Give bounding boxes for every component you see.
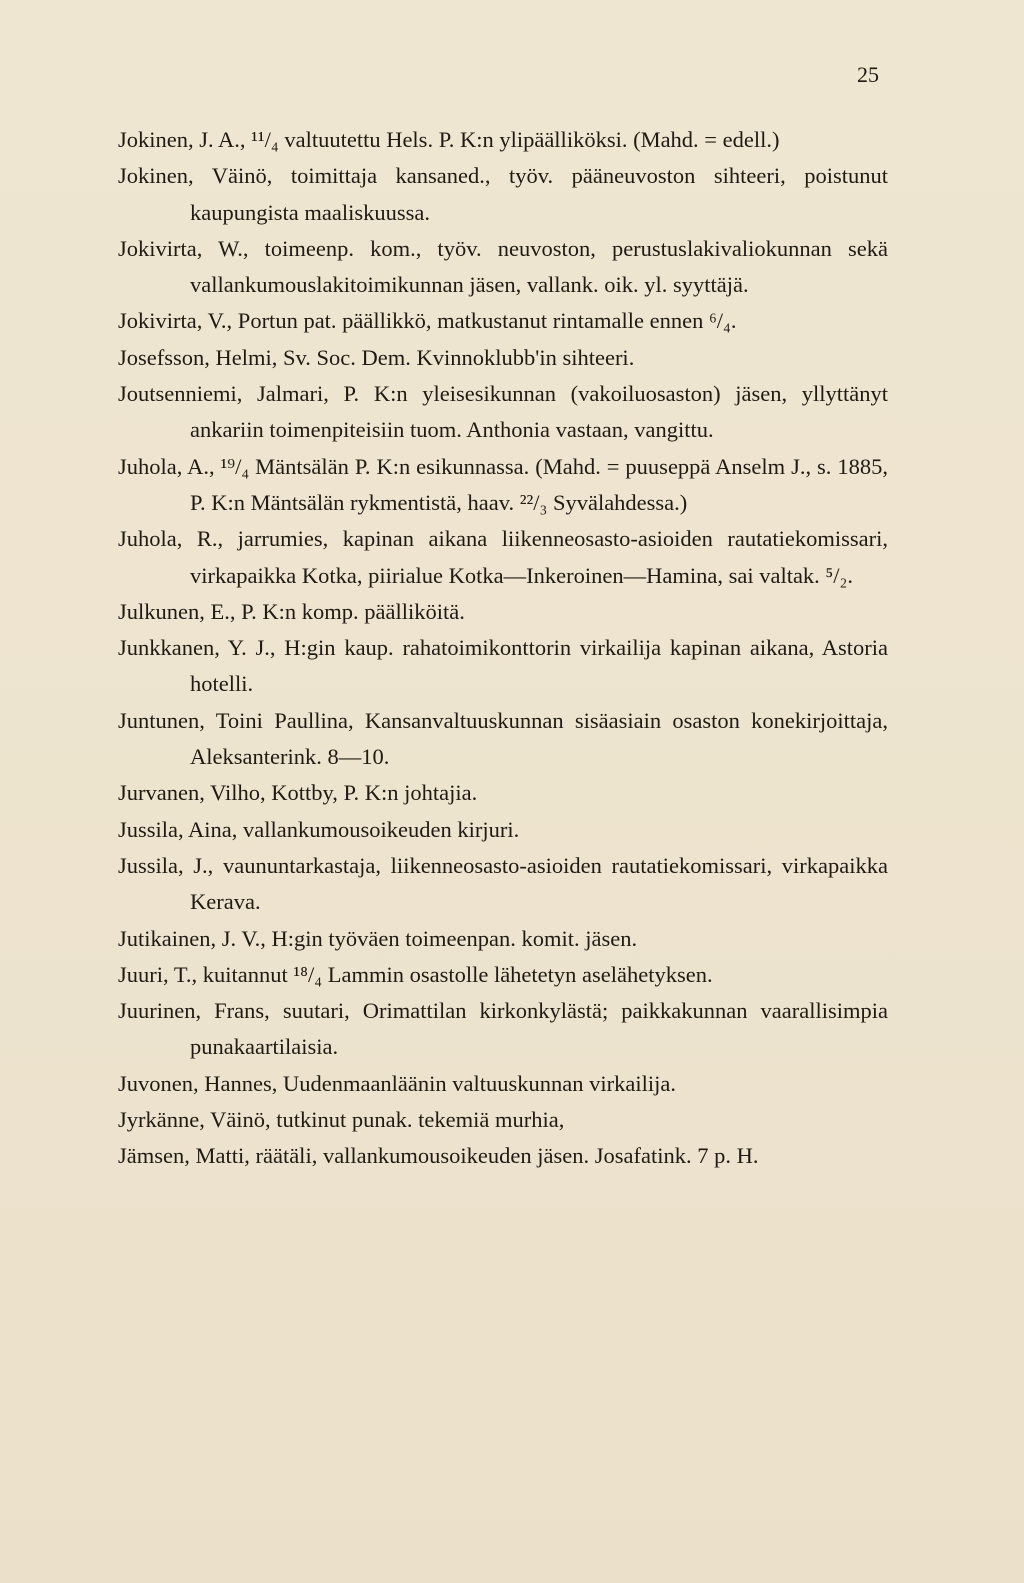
list-item: Josefsson, Helmi, Sv. Soc. Dem. Kvinnoklubb'in sihteeri. bbox=[118, 344, 635, 370]
list-item: Jokivirta, W., toimeenp. kom., työv. neuvoston, perustuslakivaliokunnan sekä vallankumouslakitoimikunnan jäsen, vallank. oik. yl. syyttäjä. bbox=[118, 235, 888, 298]
list-item: Juntunen, Toini Paullina, Kansanvaltuuskunnan sisäasiain osaston konekirjoittaja, Aleksanterink. 8—10. bbox=[118, 707, 888, 770]
list-item: Juvonen, Hannes, Uudenmaanläänin valtuuskunnan virkailija. bbox=[118, 1070, 676, 1096]
list-item: Julkunen, E., P. K:n komp. päälliköitä. bbox=[118, 598, 465, 624]
list-item: Jyrkänne, Väinö, tutkinut punak. tekemiä murhia, bbox=[118, 1107, 565, 1133]
list-item: Joutsenniemi, Jalmari, P. K:n yleisesikunnan (vakoiluosaston) jäsen, yllyttänyt ankariin toimenpiteisiin tuom. Anthonia vastaan, vangittu. bbox=[118, 381, 888, 443]
list-item: Jokinen, Väinö, toimittaja kansaned., työv. pääneuvoston sihteeri, poistunut kaupungista maaliskuussa. bbox=[118, 163, 888, 225]
list-item: Jussila, Aina, vallankumousoikeuden kirjuri. bbox=[118, 816, 520, 842]
list-item: Jokinen, J. A., ¹¹/₄ valtuutettu Hels. P. K:n ylipäälliköksi. (Mahd. = edell.) bbox=[118, 127, 780, 152]
list-item: Jussila, J., vaununtarkastaja, liikenneosasto-asioiden rautatiekomissari, virkapaikka Kerava. bbox=[118, 852, 888, 915]
entry-list bbox=[118, 122, 888, 1175]
list-item: Jämsen, Matti, räätäli, vallankumousoikeuden jäsen. Josafatink. 7 p. H. bbox=[118, 1143, 759, 1169]
list-item: Junkkanen, Y. J., H:gin kaup. rahatoimikonttorin virkailija kapinan aikana, Astoria hotelli. bbox=[118, 635, 888, 697]
list-item: Juhola, R., jarrumies, kapinan aikana liikenneosasto-asioiden rautatiekomissari, virkapaikka Kotka, piirialue Kotka—Inkeroinen—Hamina, sai valtak. ⁵/₂. bbox=[118, 526, 888, 588]
list-item: Jutikainen, J. V., H:gin työväen toimeenpan. komit. jäsen. bbox=[118, 925, 638, 951]
list-item: Juurinen, Frans, suutari, Orimattilan kirkonkylästä; paikkakunnan vaarallisimpia punakaartilaisia. bbox=[118, 998, 888, 1060]
list-item: Juuri, T., kuitannut ¹⁸/₄ Lammin osastolle lähetetyn aselähetyksen. bbox=[118, 961, 713, 987]
list-item: Jurvanen, Vilho, Kottby, P. K:n johtajia. bbox=[118, 780, 478, 806]
list-item: Jokivirta, V., Portun pat. päällikkö, matkustanut rintamalle ennen ⁶/₄. bbox=[118, 308, 737, 334]
page-number: 25 bbox=[857, 62, 879, 87]
list-item: Juhola, A., ¹⁹/₄ Mäntsälän P. K:n esikunnassa. (Mahd. = puuseppä Anselm J., s. 1885, P. K:n Mäntsälän rykmentistä, haav. ²²/₃ Syvälahdessa.) bbox=[118, 453, 888, 515]
